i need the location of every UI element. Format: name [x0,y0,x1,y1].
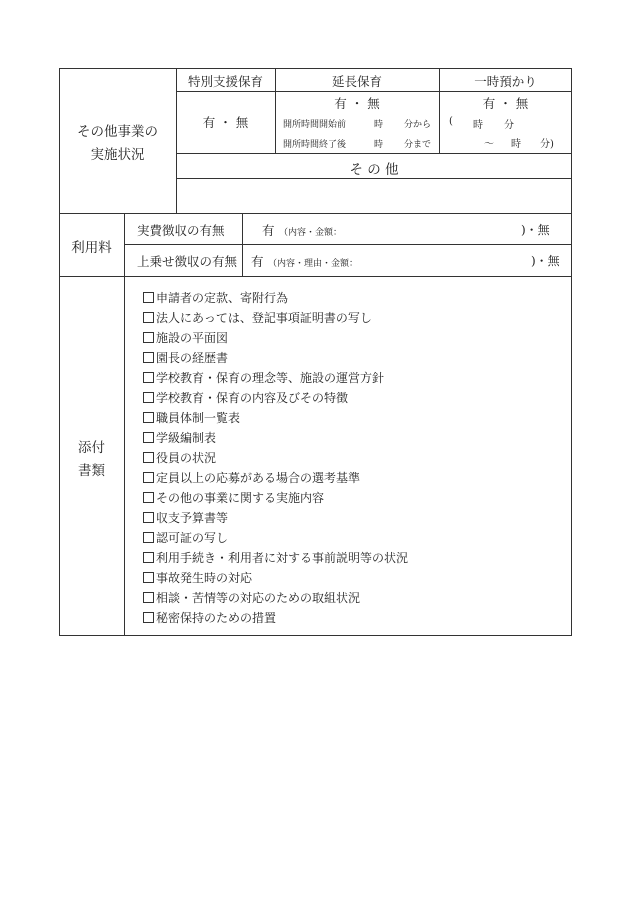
table-border-bottom [59,635,572,636]
checkbox-icon[interactable] [143,472,154,483]
checkbox-icon[interactable] [143,392,154,403]
attachment-item[interactable] [143,589,360,606]
attachment-item-label: 定員以上の応募がある場合の選考基準 [156,471,361,485]
actual-cost-detail-label: （内容・金額： [279,228,343,238]
checkbox-icon[interactable] [143,552,154,563]
attachment-item-label: 事故発生時の対応 [156,571,253,585]
attachment-item[interactable] [143,409,240,426]
col-header-temporary-care: 一時預かり [474,74,537,89]
attachment-item[interactable] [143,429,216,446]
attachment-item-label: 認可証の写し [156,531,229,545]
temporary-start-hour[interactable]: 時 [473,120,483,131]
surcharge-label: 上乗せ徴収の有無 [137,254,238,269]
attachment-item[interactable] [143,449,216,466]
header-row-divider [176,91,572,92]
checkbox-icon[interactable] [143,292,154,303]
attachment-item[interactable] [143,389,348,406]
actual-cost-no[interactable]: )・無 [521,223,550,237]
attachment-item[interactable] [143,289,288,306]
other-services-label-line1: その他事業の [77,124,158,140]
attachment-item[interactable] [143,349,228,366]
temporary-start-minute[interactable]: 分 [504,120,514,131]
section-divider-fees [59,213,572,214]
attachment-item[interactable] [143,509,228,526]
attachment-item-label: 申請者の定款、寄附行為 [156,291,289,305]
other-row-divider [176,153,572,154]
temporary-end-minute[interactable]: 分) [540,139,554,150]
surcharge-no[interactable]: )・無 [531,254,560,268]
other-services-label-line2: 実施状況 [90,147,145,163]
attachment-item[interactable] [143,369,384,386]
extended-start-hour[interactable]: 時 [374,120,384,130]
checkbox-icon[interactable] [143,592,154,603]
fees-label: 利用料 [71,240,112,256]
checkbox-icon[interactable] [143,492,154,503]
extended-end-hour[interactable]: 時 [374,140,384,150]
actual-cost-yes[interactable]: 有 [262,223,275,238]
section-divider-attachments [59,276,572,277]
extended-end-label: 開所時間終了後 [283,140,347,150]
attachment-item-label: 利用手続き・利用者に対する事前説明等の状況 [156,551,409,565]
attachments-label-line2: 書類 [78,463,105,479]
attachment-item[interactable] [143,609,276,626]
col-header-extended-care: 延長保育 [331,74,382,89]
attachment-item-label: 施設の平面図 [156,331,229,345]
checkbox-icon[interactable] [143,312,154,323]
attachment-item-label: 園長の経歴書 [156,351,229,365]
extended-start-minute[interactable]: 分から [404,120,432,130]
temporary-care-yes-no[interactable]: 有 ・ 無 [482,96,529,111]
surcharge-detail-label: （内容・理由・金額： [268,259,359,269]
other-value-divider [176,178,572,179]
attachment-item-label: 収支予算書等 [156,511,229,525]
checkbox-icon[interactable] [143,612,154,623]
attachment-item-label: 職員体制一覧表 [156,411,241,425]
special-support-value[interactable]: 有 ・ 無 [202,115,249,130]
actual-cost-label: 実費徴収の有無 [137,223,225,238]
other-label: そ の 他 [349,162,399,178]
checkbox-icon[interactable] [143,332,154,343]
attachment-item-label: 相談・苦情等の対応のための取組状況 [156,591,361,605]
attachment-item-label: 学校教育・保育の理念等、施設の運営方針 [156,371,385,385]
checkbox-icon[interactable] [143,452,154,463]
attachment-item[interactable] [143,549,408,566]
attachment-item-label: 法人にあっては、登記事項証明書の写し [156,311,372,325]
extended-end-minute[interactable]: 分まで [404,140,432,150]
col-header-special-support: 特別支援保育 [187,74,263,89]
attachment-item[interactable] [143,309,372,326]
checkbox-icon[interactable] [143,432,154,443]
attachments-label [59,436,124,479]
extended-start-label: 開所時間開始前 [283,120,347,130]
surcharge-yes[interactable]: 有 [251,254,264,269]
other-services-label [59,120,176,163]
attachment-item-label: 役員の状況 [156,451,217,465]
attachments-label-divider [124,276,125,635]
checkbox-icon[interactable] [143,532,154,543]
temporary-open-paren: ( [449,116,453,127]
temporary-end-hour[interactable]: 時 [511,139,521,150]
attachment-item-label: 秘密保持のための措置 [156,611,277,625]
attachment-item-label: 学級編制表 [156,431,217,445]
checkbox-icon[interactable] [143,512,154,523]
attachment-item-label: その他の事業に関する実施内容 [156,491,325,505]
attachment-item[interactable] [143,469,360,486]
attachment-item[interactable] [143,529,228,546]
checkbox-icon[interactable] [143,352,154,363]
checkbox-icon[interactable] [143,412,154,423]
fees-row-divider [124,244,572,245]
temporary-tilde: ～ [484,139,494,150]
checkbox-icon[interactable] [143,372,154,383]
attachment-item[interactable] [143,329,228,346]
table-border-top [59,68,572,69]
extended-care-yes-no[interactable]: 有 ・ 無 [334,96,380,111]
attachments-label-line1: 添付 [78,440,105,456]
attachment-item[interactable] [143,489,324,506]
attachment-item[interactable] [143,569,252,586]
checkbox-icon[interactable] [143,572,154,583]
attachment-item-label: 学校教育・保育の内容及びその特徴 [156,391,349,405]
